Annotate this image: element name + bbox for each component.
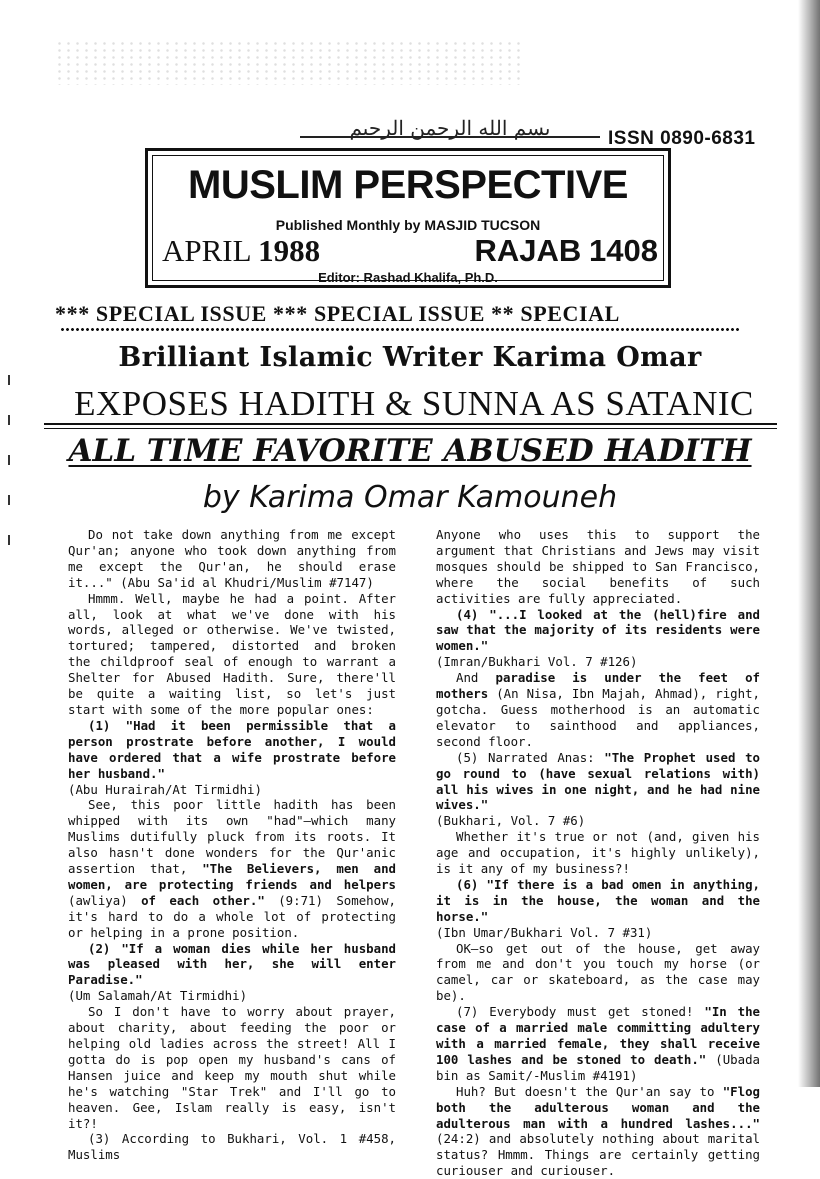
paragraph: And paradise is under the feet of mothers (An Nisa, Ibn Majah, Ahmad), right, gotcha. Guess motherhood is an automatic elevator to sainthood and appliances, second floor.: [436, 670, 760, 749]
scan-bleed-through: [55, 40, 525, 85]
article-column-right: [436, 527, 761, 1179]
hadith-source: (Ibn Umar/Bukhari Vol. 7 #31): [436, 924, 653, 940]
issn-number: ISSN 0890-6831: [608, 128, 756, 149]
paragraph: OK—so get out of the house, get away from me and don't you touch my horse (or camel, car or skateboard, as the case may be).: [436, 940, 760, 1004]
paragraph: (3) According to Bukhari, Vol. 1 #458, Muslims: [68, 1131, 396, 1163]
paragraph: Hmmm. Well, maybe he had a point. After all, look at what we've done with his words, alleged or otherwise. We've twisted, tortured; tampered, distorted and broken the childproof seal of enough to warrant a Shelter for Abused Hadith. Sure, there'll be quite a waiting list, so let's just start with some of the more popular ones:: [68, 590, 396, 717]
article-title: ALL TIME FAVORITE ABUSED HADITH: [68, 433, 752, 469]
hadith-quote: (7) Everybody must get stoned! "In the case of a married male committing adultery with a married female, they shall receive 100 lashes and be stoned to death." (Ubada bin as Samit/-Muslim #4191): [436, 1004, 761, 1083]
gregorian-year: 1988: [258, 233, 321, 268]
hijri-year: 1408: [589, 233, 658, 268]
paragraph: Huh? But doesn't the Qur'an say to "Flog both the adulterous woman and the adulterous man with a hundred lashes..." (24:2) and absolutely nothing about marital status? Hmmm. Things are certainly getting curiouser and curiouser.: [436, 1083, 760, 1179]
paragraph: Anyone who uses this to support the argument that Christians and Jews may visit mosques should be shipped to San Francisco, where the social benefits of such activities are fully appreciated.: [436, 527, 760, 606]
article-column-left: [68, 527, 397, 1163]
hadith-quote: (1) "Had it been permissible that a person prostrate before another, I would have ordered that a wife prostrate before her husband.": [68, 717, 396, 781]
hadith-source: (Um Salamah/At Tirmidhi): [68, 988, 248, 1004]
editor-line: Editor: Rashad Khalifa, Ph.D.: [318, 270, 498, 285]
hijri-date: [474, 233, 658, 269]
special-issue-banner: *** SPECIAL ISSUE *** SPECIAL ISSUE ** SPECIAL: [55, 301, 620, 326]
double-rule-top: [44, 423, 777, 425]
asterisk-rule: [60, 327, 740, 333]
hadith-source: (Abu Hurairah/At Tirmidhi): [68, 781, 262, 797]
hadith-quote: (5) Narrated Anas: "The Prophet used to go round to (have sexual relations with) all his wives in one night, and he had nine wives.": [436, 749, 760, 813]
headline-primary: Brilliant Islamic Writer Karima Omar: [118, 342, 702, 373]
article-byline: by Karima Omar Kamouneh: [202, 480, 618, 515]
hijri-month: RAJAB: [474, 233, 582, 268]
publisher-line: Published Monthly by MASJID TUCSON: [275, 217, 541, 233]
paragraph: Whether it's true or not (and, given his age and occupation, it's highly unlikely), is it any of my business?!: [436, 829, 760, 877]
headline-secondary: EXPOSES HADITH & SUNNA AS SATANIC: [74, 384, 754, 423]
paragraph: Do not take down anything from me except Qur'an; anyone who took down anything from me except the Qur'an, he should erase it..." (Abu Sa'id al Khudri/Muslim #7147): [68, 527, 396, 590]
hadith-quote: (2) "If a woman dies while her husband was pleased with her, she will enter Paradise.": [68, 940, 396, 988]
gregorian-month: APRIL: [162, 233, 251, 268]
masthead-box: [145, 148, 671, 288]
hadith-quote: (4) "...I looked at the (hell)fire and saw that the majority of its residents were women.": [436, 606, 760, 654]
hadith-source: (Imran/Bukhari Vol. 7 #126): [436, 654, 638, 670]
paragraph: So I don't have to worry about prayer, about charity, about feeding the poor or helping old ladies across the street! All I gotta do is pop open my husband's cans of Hansen juice and keep my mouth shut while he's watching "Star Trek" and I'll go to heaven. Gee, Islam really is easy, isn't it?!: [68, 1004, 396, 1131]
scan-edge-shadow: [798, 0, 820, 1087]
basmala: بسم الله الرحمن الرحيم: [300, 116, 600, 146]
hadith-source: (Bukhari, Vol. 7 #6): [436, 813, 586, 829]
double-rule-bottom: [44, 428, 777, 429]
hadith-quote: (6) "If there is a bad omen in anything, it is in the house, the woman and the horse.": [436, 876, 760, 924]
paragraph: See, this poor little hadith has been whipped with its own "had"—which many Muslims dutifully pluck from its roots. It also hasn't done wonders for the Qur'anic assertion that, "The Believers, men and women, are protecting friends and helpers (awliya) of each other." (9:71) Somehow, it's hard to do a whole lot of protecting or helping in a prone position.: [68, 797, 397, 940]
newsletter-title: MUSLIM PERSPECTIVE: [188, 163, 628, 207]
gregorian-date: [162, 233, 320, 269]
